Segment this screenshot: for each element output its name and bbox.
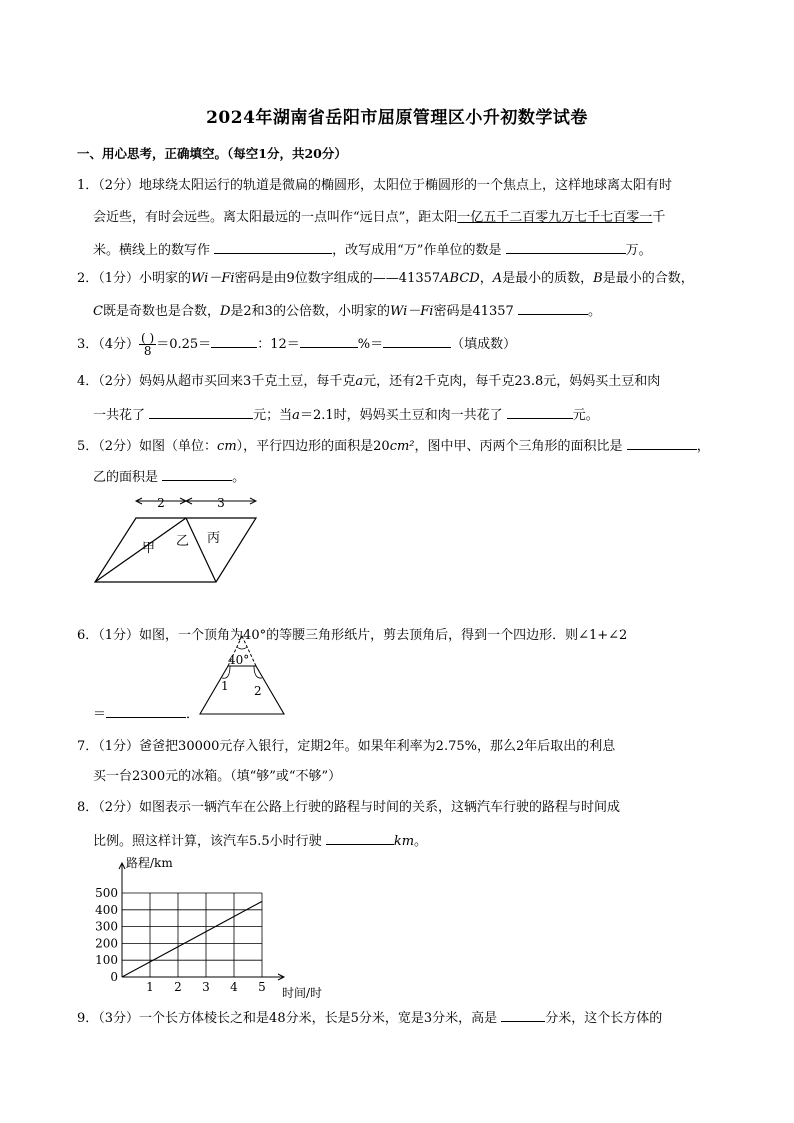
q5-dim-2: 2: [157, 496, 165, 510]
x-tick-label: 4: [230, 980, 238, 994]
q4-line2: 一共花了 元；当a＝2.1时，妈妈买土豆和肉一共花了 元。: [93, 405, 599, 424]
x-tick-label: 5: [258, 980, 266, 994]
y-tick-label: 300: [95, 919, 118, 934]
page-title: 2024年湖南省岳阳市屈原管理区小升初数学试卷: [206, 108, 588, 128]
y-tick-label: 500: [95, 886, 118, 900]
q6-triangle-figure: [198, 634, 288, 716]
y-tick-label: 100: [95, 953, 118, 968]
x-tick-label: 3: [202, 980, 210, 994]
q1-blank-2[interactable]: [506, 240, 626, 254]
x-axis-label: 时间/时: [282, 986, 323, 1000]
q4-blank-1[interactable]: [149, 405, 253, 419]
q3-line: 3．（4分） $\frac{( )}{8}$ ＝0.25＝ ：12＝ %＝ （填成数）: [77, 331, 517, 358]
q6-line1: 6．（1分）如图，一个顶角为40°的等腰三角形纸片，剪去顶角后，得到一个四边形．则∠1+∠2: [77, 628, 628, 643]
q5-label-yi: 乙: [176, 534, 190, 549]
q3-blank-2[interactable]: [300, 334, 358, 348]
q7-line2: 买一台2300元的冰箱。（填“够”或“不够”）: [93, 769, 342, 784]
q3-blank-3[interactable]: [383, 334, 451, 348]
q9-blank[interactable]: [501, 1008, 545, 1022]
q5-blank-1[interactable]: [627, 436, 697, 450]
q1-line1: 1．（2分）地球绕太阳运行的轨道是微扁的椭圆形，太阳位于椭圆形的一个焦点上，这样地球离太阳有时: [77, 178, 673, 193]
section-heading: 一、用心思考，正确填空。（每空1分，共20分）: [77, 146, 347, 161]
q1-line3: 米。横线上的数写作 ，改写成用“万”作单位的数是 万。: [93, 240, 652, 259]
distance-time-chart: [80, 855, 350, 1000]
q5-blank-2[interactable]: [162, 467, 232, 481]
q4-blank-2[interactable]: [507, 405, 573, 419]
y-axis-label: 路程/km: [126, 856, 173, 870]
q5-line1: 5．（2分）如图（单位：cm），平行四边形的面积是20cm²，图中甲、丙两个三角形的面积比是 ，: [77, 436, 710, 455]
q5-label-jia: 甲: [142, 541, 156, 556]
q2-blank[interactable]: [518, 301, 588, 315]
q5-dim-3: 3: [217, 496, 225, 510]
q5-parallelogram-figure: [90, 496, 260, 588]
origin-label: 0: [110, 970, 118, 984]
q2-line1: 2．（1分）小明家的Wi－Fi密码是由9位数字组成的——41357ABCD，A是最小的质数，B是最小的合数，: [77, 271, 694, 286]
q6-angle2-label: 2: [254, 684, 262, 698]
x-tick-label: 2: [174, 980, 182, 994]
q6-blank[interactable]: [106, 704, 186, 718]
q7-line1: 7．（1分）爸爸把30000元存入银行，定期2年。如果年利率为2.75%，那么2年后取出的利息: [77, 739, 616, 754]
series-line: [122, 901, 262, 977]
q5-label-bing: 丙: [207, 531, 221, 546]
q2-line2: C既是奇数也是合数，D是2和3的公倍数，小明家的Wi－Fi密码是41357 。: [93, 301, 601, 320]
q6-angle-label: 40°: [228, 653, 250, 667]
q1-blank-1[interactable]: [214, 240, 332, 254]
q5-line2: 乙的面积是 。: [93, 467, 245, 486]
q8-line2: 比例。照这样计算，该汽车5.5小时行驶 km。: [93, 831, 427, 850]
q9-line1: 9．（3分）一个长方体棱长之和是48分米，长是5分米，宽是3分米，高是 分米，这个长方体的: [77, 1008, 662, 1027]
q8-blank[interactable]: [326, 831, 394, 845]
q4-line1: 4．（2分）妈妈从超市买回来3千克土豆，每千克a元，还有2千克肉，每千克23.8元，妈妈买土豆和肉: [77, 374, 661, 389]
x-tick-label: 1: [146, 980, 154, 994]
q3-blank-1[interactable]: [211, 334, 257, 348]
y-tick-label: 400: [95, 902, 118, 917]
q1-underlined-number: 一亿五千二百零九万七千七百零一: [457, 210, 653, 225]
q6-angle1-label: 1: [221, 679, 229, 693]
q3-fraction: $\frac{( )}{8}$: [141, 331, 155, 358]
y-tick-label: 200: [95, 936, 118, 951]
q6-line2: ＝ ．: [93, 704, 199, 723]
q1-line2: 会近些，有时会远些。离太阳最远的一点叫作“远日点”，距太阳一亿五千二百零九万七千七百零一千: [93, 210, 666, 225]
q8-line1: 8．（2分）如图表示一辆汽车在公路上行驶的路程与时间的关系，这辆汽车行驶的路程与时间成: [77, 800, 621, 815]
